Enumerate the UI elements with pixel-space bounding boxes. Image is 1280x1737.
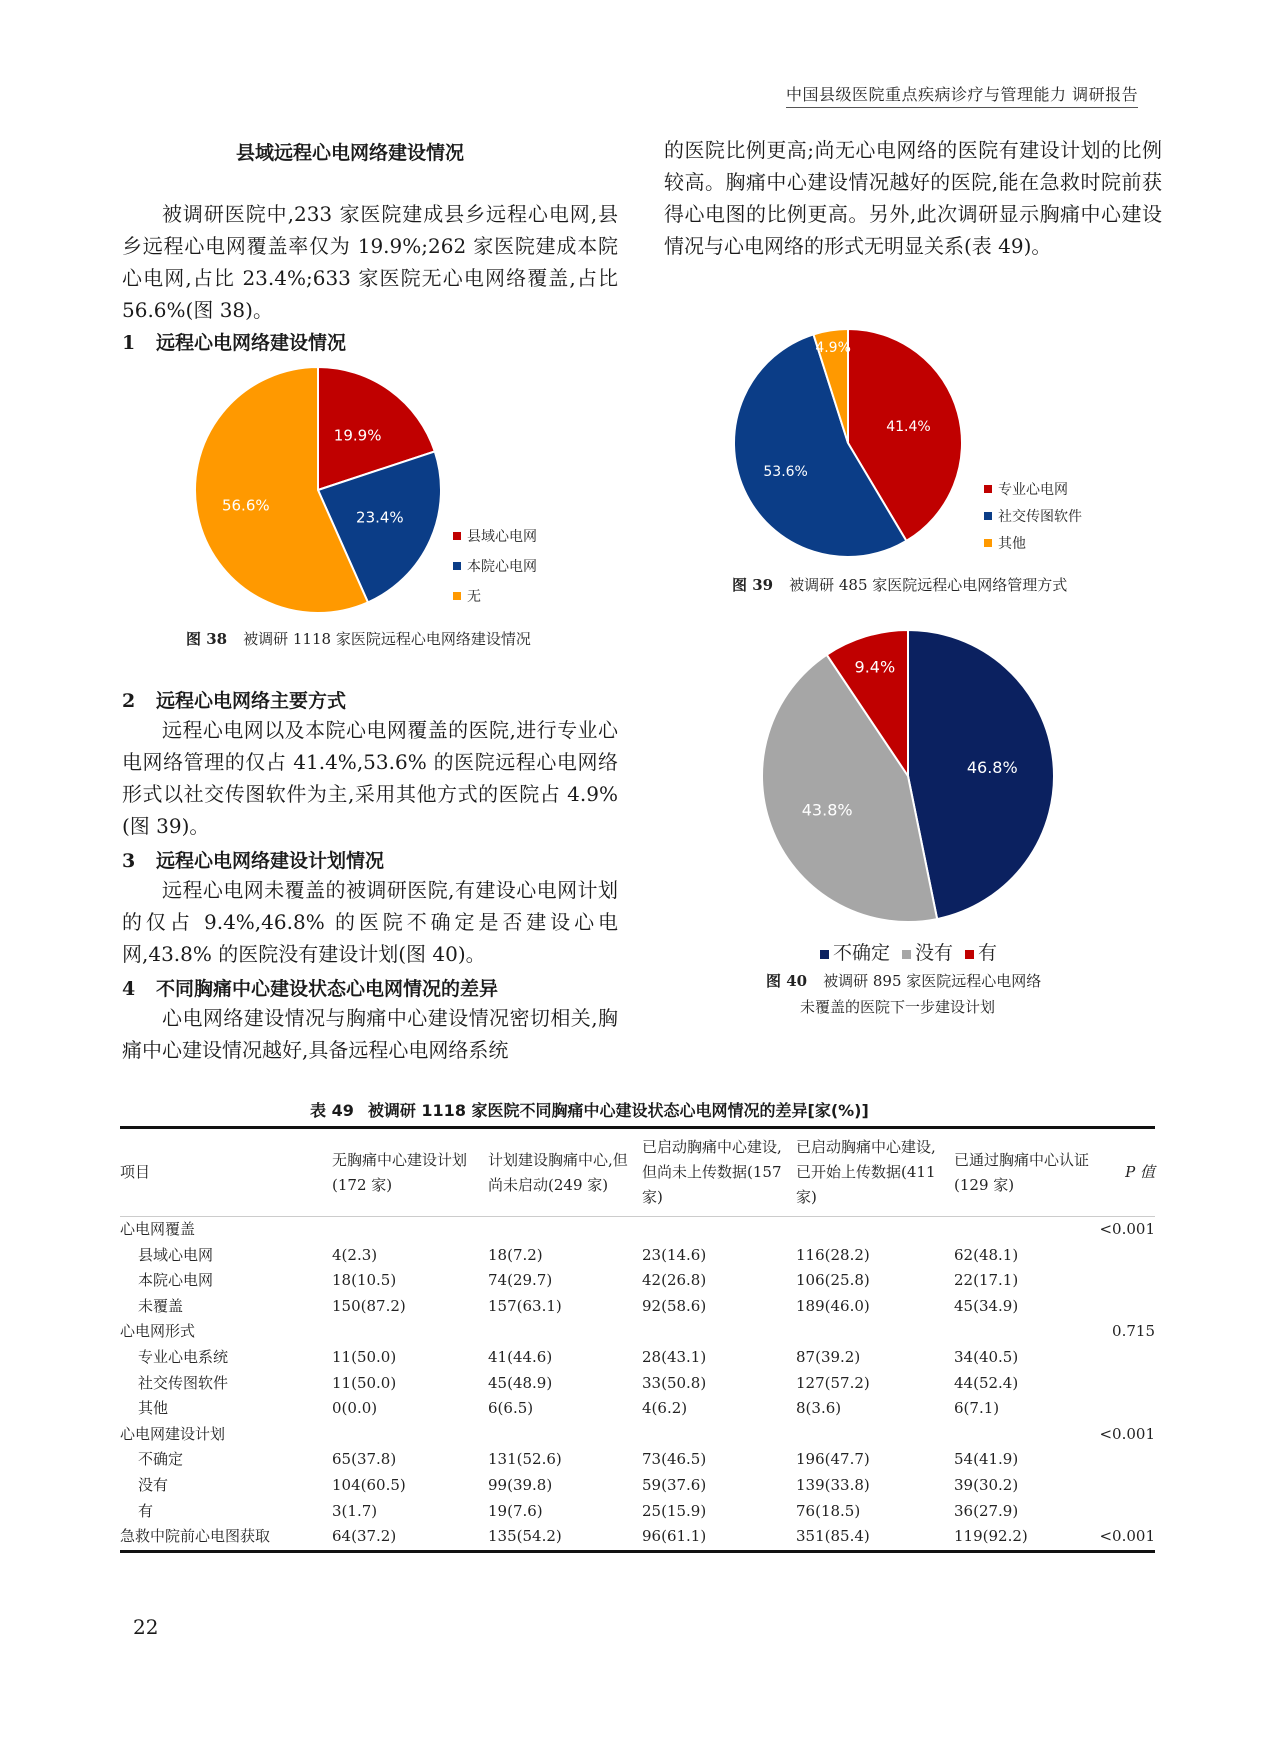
legend-item xyxy=(453,551,537,581)
row-label: 社交传图软件 xyxy=(138,1373,229,1392)
table-cell: 8(3.6) xyxy=(796,1399,842,1418)
table-cell: 44(52.4) xyxy=(954,1373,1019,1392)
table-cell xyxy=(488,1217,642,1243)
table-cell: 36(27.9) xyxy=(954,1501,1019,1520)
row-label: 县域心电网 xyxy=(138,1245,214,1264)
p-value-cell: 0.715 xyxy=(1112,1322,1155,1341)
col-header-item: 项目 xyxy=(120,1163,151,1181)
table-cell: 45(34.9) xyxy=(954,1296,1019,1315)
legend-swatch xyxy=(902,950,911,959)
table-cell: 135(54.2) xyxy=(488,1527,562,1546)
table-cell xyxy=(332,1319,488,1345)
table-cell: 23(14.6) xyxy=(642,1245,707,1264)
row-label: 心电网建设计划 xyxy=(120,1424,226,1443)
p-value-cell xyxy=(1094,1294,1155,1320)
table-row xyxy=(120,1447,1155,1473)
legend-swatch xyxy=(453,532,461,540)
pie-data-label: 43.8% xyxy=(801,800,853,820)
row-label: 不确定 xyxy=(138,1450,184,1469)
table-cell: 139(33.8) xyxy=(796,1475,870,1494)
legend-item xyxy=(984,529,1082,556)
table-row xyxy=(120,1473,1155,1499)
table-cell: 157(63.1) xyxy=(488,1296,562,1315)
data-table xyxy=(120,1126,1155,1553)
table-cell: 33(50.8) xyxy=(642,1373,707,1392)
row-label: 没有 xyxy=(138,1475,169,1494)
col-header-no-plan: 无胸痛中心建设计划(172 家) xyxy=(332,1150,468,1194)
legend-item xyxy=(965,938,997,965)
table-cell: 54(41.9) xyxy=(954,1450,1019,1469)
fig39-pie xyxy=(730,325,970,565)
figure-label: 图 40 xyxy=(766,972,808,990)
table-cell: 119(92.2) xyxy=(954,1527,1028,1546)
table-cell: 19(7.6) xyxy=(488,1501,543,1520)
table-cell: 42(26.8) xyxy=(642,1271,707,1290)
col-header-p-value: P 值 xyxy=(1125,1163,1155,1181)
legend-item xyxy=(453,521,537,551)
table-cell: 73(46.5) xyxy=(642,1450,707,1469)
table-cell: 106(25.8) xyxy=(796,1271,870,1290)
legend-swatch xyxy=(453,562,461,570)
subsection-number: 2 xyxy=(122,690,136,712)
table-cell: 76(18.5) xyxy=(796,1501,861,1520)
row-label: 本院心电网 xyxy=(138,1271,214,1290)
legend-item xyxy=(820,938,890,965)
section-title: 县域远程心电网络建设情况 xyxy=(236,142,465,164)
pie-data-label: 4.9% xyxy=(815,340,851,357)
row-label: 心电网覆盖 xyxy=(120,1220,196,1238)
subsection-title: 不同胸痛中心建设状态心电网情况的差异 xyxy=(156,978,499,1000)
p-value-cell xyxy=(1094,1499,1155,1525)
table-cell: 189(46.0) xyxy=(796,1296,870,1315)
subsection-number: 4 xyxy=(122,978,136,1000)
legend-label: 专业心电网 xyxy=(998,481,1068,498)
table-cell: 92(58.6) xyxy=(642,1296,707,1315)
table-group-row xyxy=(120,1524,1155,1551)
table-title: 被调研 1118 家医院不同胸痛中心建设状态心电网情况的差异[家(%)] xyxy=(367,1101,869,1120)
legend-label: 本院心电网 xyxy=(467,559,537,575)
legend-item xyxy=(902,938,953,965)
table-row xyxy=(120,1294,1155,1320)
figure-caption-text: 被调研 1118 家医院远程心电网络建设情况 xyxy=(243,630,531,648)
table-cell: 28(43.1) xyxy=(642,1347,707,1366)
table-cell: 87(39.2) xyxy=(796,1347,861,1366)
page-number: 22 xyxy=(133,1615,159,1639)
legend-label: 县域心电网 xyxy=(467,529,537,545)
table-cell xyxy=(642,1319,796,1345)
figure-caption-text: 被调研 485 家医院远程心电网络管理方式 xyxy=(789,576,1068,594)
subsection-title: 远程心电网络主要方式 xyxy=(156,690,347,712)
pie-data-label: 53.6% xyxy=(763,463,808,480)
subsection-3-paragraph: 远程心电网未覆盖的被调研医院,有建设心电网计划的仅占 9.4%,46.8% 的医院不确定是否建设心电网,43.8% 的医院没有建设计划(图 40)。 xyxy=(122,878,618,966)
table-cell xyxy=(954,1217,1094,1243)
subsection-number: 1 xyxy=(122,332,136,354)
subsection-title: 远程心电网络建设情况 xyxy=(156,332,347,354)
table-cell: 4(2.3) xyxy=(332,1245,378,1264)
table-group-row xyxy=(120,1319,1155,1345)
table-cell: 22(17.1) xyxy=(954,1271,1019,1290)
row-label: 专业心电系统 xyxy=(138,1347,229,1366)
p-value-cell xyxy=(1094,1473,1155,1499)
legend-swatch xyxy=(820,950,829,959)
table-cell xyxy=(488,1319,642,1345)
subsection-2-paragraph: 远程心电网以及本院心电网覆盖的医院,进行专业心电网络管理的仅占 41.4%,53.6% 的医院远程心电网络形式以社交传图软件为主,采用其他方式的医院占 4.9%(图 39)。 xyxy=(122,718,618,838)
table-cell: 11(50.0) xyxy=(332,1347,397,1366)
intro-paragraph: 被调研医院中,233 家医院建成县乡远程心电网,县乡远程心电网覆盖率仅为 19.9%;262 家医院建成本院心电网,占比 23.4%;633 家医院无心电网络覆盖,占比 56.6%(图 38)。 xyxy=(122,202,618,322)
table-cell: 45(48.9) xyxy=(488,1373,553,1392)
p-value-cell: <0.001 xyxy=(1099,1527,1155,1546)
table-cell: 104(60.5) xyxy=(332,1475,406,1494)
table-row xyxy=(120,1243,1155,1269)
table-cell: 62(48.1) xyxy=(954,1245,1019,1264)
p-value-cell xyxy=(1094,1447,1155,1473)
fig40-caption-line2: 未覆盖的医院下一步建设计划 xyxy=(800,998,996,1016)
col-header-certified: 已通过胸痛中心认证(129 家) xyxy=(954,1150,1090,1194)
table-cell: 25(15.9) xyxy=(642,1501,707,1520)
table-cell: 351(85.4) xyxy=(796,1527,870,1546)
table-cell xyxy=(488,1422,642,1448)
table-group-row xyxy=(120,1217,1155,1243)
figure-caption-text: 被调研 895 家医院远程心电网络 xyxy=(823,972,1042,990)
legend-swatch xyxy=(984,539,992,547)
fig40-legend xyxy=(820,938,997,965)
fig39-caption xyxy=(732,574,1067,595)
table-cell xyxy=(796,1319,954,1345)
table-cell xyxy=(796,1422,954,1448)
table-row xyxy=(120,1268,1155,1294)
table-cell xyxy=(332,1217,488,1243)
legend-swatch xyxy=(984,485,992,493)
table-cell xyxy=(954,1422,1094,1448)
subsection-4-heading xyxy=(122,974,498,1001)
table-row xyxy=(120,1371,1155,1397)
subsection-1-heading xyxy=(122,328,346,355)
row-label: 有 xyxy=(138,1501,154,1520)
table-cell xyxy=(332,1422,488,1448)
table-cell xyxy=(954,1319,1094,1345)
legend-swatch xyxy=(984,512,992,520)
pie-data-label: 9.4% xyxy=(854,657,896,677)
table-cell: 6(6.5) xyxy=(488,1399,534,1418)
table-group-row xyxy=(120,1422,1155,1448)
table-cell: 34(40.5) xyxy=(954,1347,1019,1366)
table-row xyxy=(120,1396,1155,1422)
subsection-2-heading xyxy=(122,686,346,713)
p-value-cell: <0.001 xyxy=(1099,1220,1155,1238)
p-value-cell xyxy=(1094,1243,1155,1269)
table-cell: 99(39.8) xyxy=(488,1475,553,1494)
legend-item xyxy=(453,581,537,611)
legend-label: 无 xyxy=(467,589,481,605)
legend-swatch xyxy=(453,592,461,600)
table-cell: 3(1.7) xyxy=(332,1501,378,1520)
table-cell: 96(61.1) xyxy=(642,1527,707,1546)
subsection-3-heading xyxy=(122,846,384,873)
table-cell: 41(44.6) xyxy=(488,1347,553,1366)
pie-data-label: 23.4% xyxy=(356,508,404,527)
subsection-number: 3 xyxy=(122,850,136,872)
fig40-caption xyxy=(766,970,1041,991)
row-label: 心电网形式 xyxy=(120,1322,196,1341)
fig40-pie xyxy=(760,628,1060,928)
subsection-title: 远程心电网络建设计划情况 xyxy=(156,850,385,872)
legend-item xyxy=(984,502,1082,529)
pie-data-label: 41.4% xyxy=(886,419,931,436)
fig39-legend xyxy=(984,475,1082,556)
table-cell: 74(29.7) xyxy=(488,1271,553,1290)
pie-data-label: 46.8% xyxy=(966,758,1018,778)
legend-label: 社交传图软件 xyxy=(998,508,1082,525)
pie-data-label: 56.6% xyxy=(221,496,270,515)
table-row xyxy=(120,1499,1155,1525)
table-cell: 131(52.6) xyxy=(488,1450,562,1469)
legend-item xyxy=(984,475,1082,502)
table-cell: 0(0.0) xyxy=(332,1399,378,1418)
table-row xyxy=(120,1345,1155,1371)
figure-label: 图 39 xyxy=(732,576,774,594)
table-cell xyxy=(796,1217,954,1243)
table-cell xyxy=(642,1217,796,1243)
row-label: 未覆盖 xyxy=(138,1296,184,1315)
table-cell: 4(6.2) xyxy=(642,1399,688,1418)
right-column-paragraph: 的医院比例更高;尚无心电网络的医院有建设计划的比例较高。胸痛中心建设情况越好的医院,能在急救时院前获得心电图的比例更高。另外,此次调研显示胸痛中心建设情况与心电网络的形式无明显关系(表 49)。 xyxy=(664,138,1162,258)
row-label: 急救中院前心电图获取 xyxy=(120,1527,271,1546)
table-cell: 59(37.6) xyxy=(642,1475,707,1494)
table-cell: 39(30.2) xyxy=(954,1475,1019,1494)
table-cell: 18(7.2) xyxy=(488,1245,543,1264)
table-cell: 65(37.8) xyxy=(332,1450,397,1469)
table-cell: 18(10.5) xyxy=(332,1271,397,1290)
col-header-started-not-uploaded: 已启动胸痛中心建设,但尚未上传数据(157 家) xyxy=(642,1138,782,1206)
fig38-caption xyxy=(186,628,531,649)
table-header-row xyxy=(120,1128,1155,1217)
row-label: 其他 xyxy=(138,1399,169,1418)
table-caption xyxy=(310,1098,869,1121)
legend-label: 有 xyxy=(978,942,998,964)
p-value-cell xyxy=(1094,1268,1155,1294)
p-value-cell xyxy=(1094,1345,1155,1371)
figure-label: 图 38 xyxy=(186,630,228,648)
fig38-legend xyxy=(453,521,537,611)
col-header-planned: 计划建设胸痛中心,但尚未启动(249 家) xyxy=(488,1150,628,1194)
pie-data-label: 19.9% xyxy=(333,426,382,445)
col-header-started-uploaded: 已启动胸痛中心建设,已开始上传数据(411 家) xyxy=(796,1138,936,1206)
legend-swatch xyxy=(965,950,974,959)
table-label: 表 49 xyxy=(310,1101,354,1120)
table-cell: 127(57.2) xyxy=(796,1373,870,1392)
p-value-cell xyxy=(1094,1371,1155,1397)
table-cell xyxy=(642,1422,796,1448)
legend-label: 不确定 xyxy=(833,942,891,964)
table-cell: 6(7.1) xyxy=(954,1399,1000,1418)
legend-label: 其他 xyxy=(998,535,1026,552)
table-cell: 11(50.0) xyxy=(332,1373,397,1392)
table-cell: 150(87.2) xyxy=(332,1296,406,1315)
fig38-pie xyxy=(180,355,460,625)
table-cell: 196(47.7) xyxy=(796,1450,870,1469)
subsection-4-paragraph: 心电网络建设情况与胸痛中心建设情况密切相关,胸痛中心建设情况越好,具备远程心电网络系统 xyxy=(122,1006,618,1062)
running-header: 中国县级医院重点疾病诊疗与管理能力 调研报告 xyxy=(786,82,1138,108)
table-cell: 64(37.2) xyxy=(332,1527,397,1546)
table-cell: 116(28.2) xyxy=(796,1245,870,1264)
legend-label: 没有 xyxy=(915,942,954,964)
p-value-cell: <0.001 xyxy=(1099,1424,1155,1443)
p-value-cell xyxy=(1094,1396,1155,1422)
